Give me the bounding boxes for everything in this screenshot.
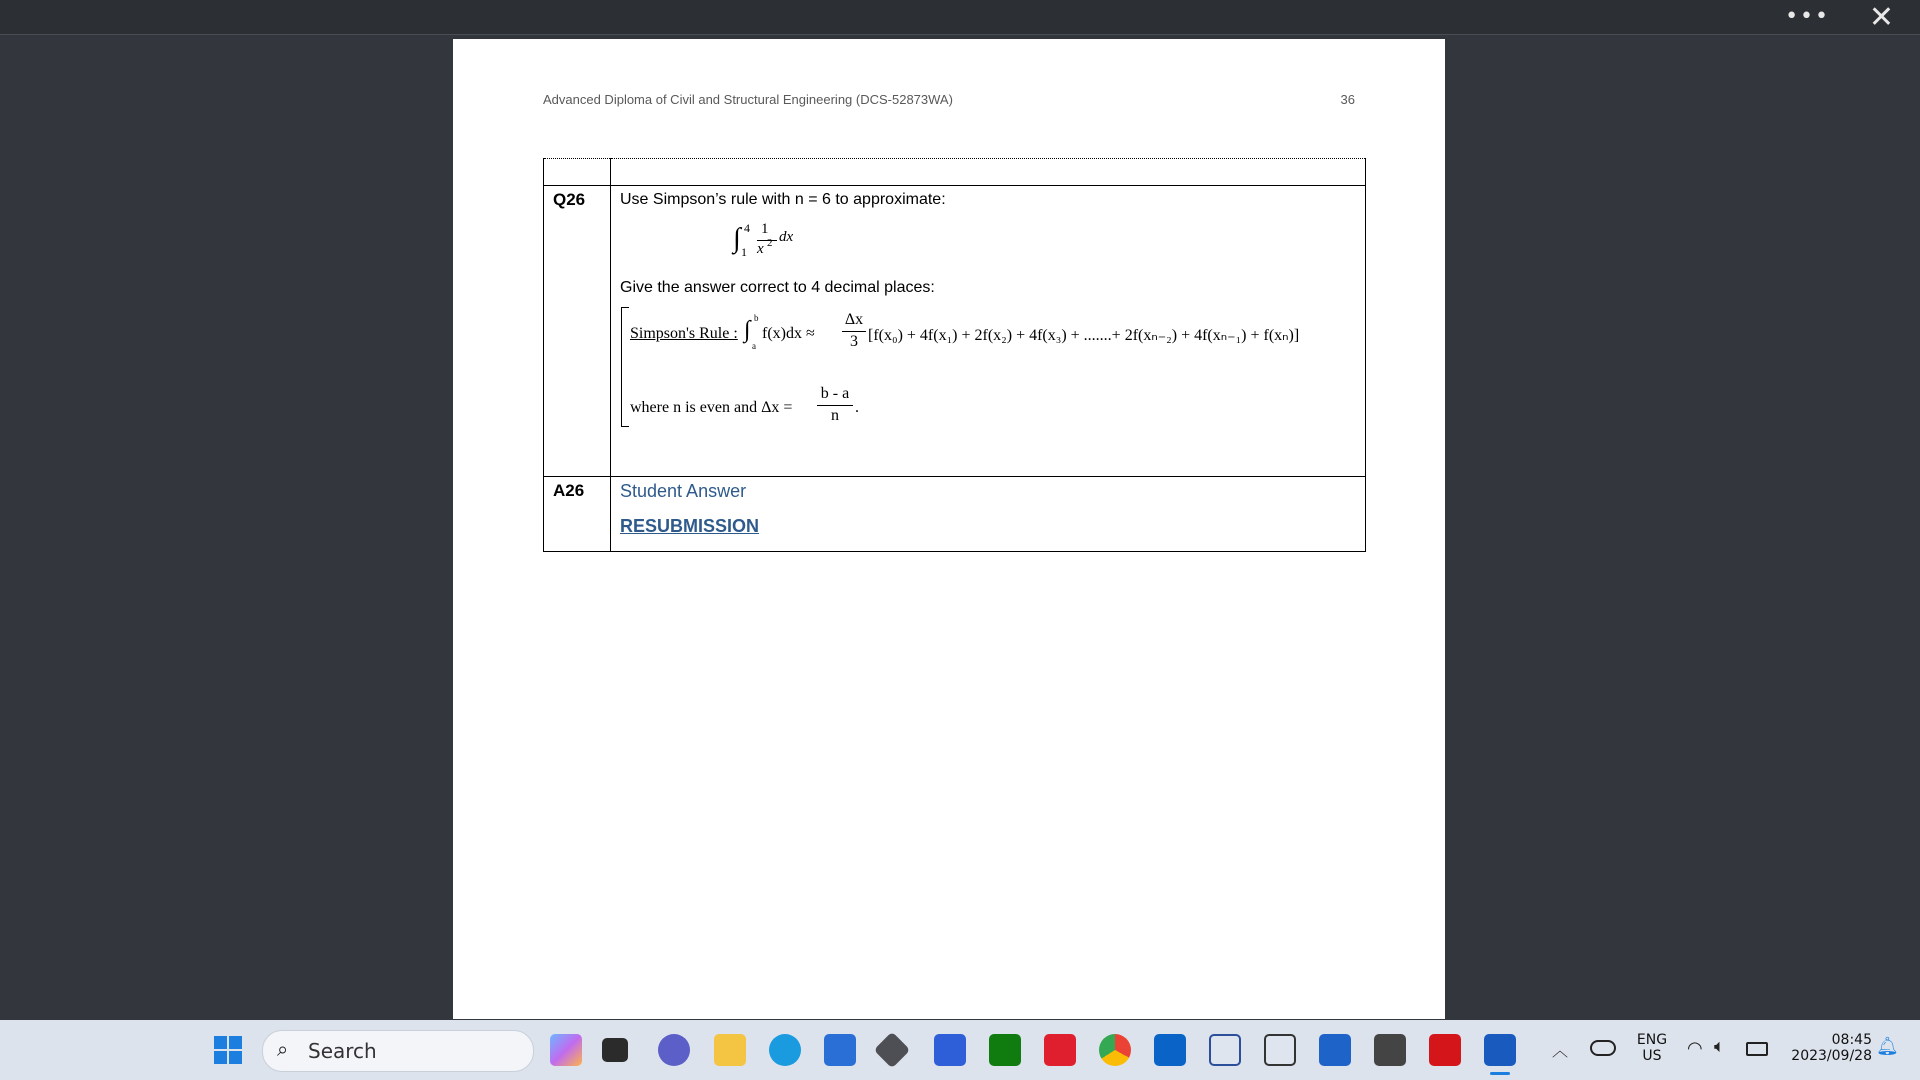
student-answer-text[interactable]: Student Answer — [620, 481, 747, 501]
rule-frac-num: Δx — [844, 311, 864, 328]
integral-expression — [611, 209, 1365, 279]
chrome-icon[interactable] — [1099, 1034, 1131, 1066]
language-indicator[interactable]: ENG US — [1636, 1032, 1668, 1064]
outlook-icon[interactable] — [1154, 1034, 1186, 1066]
integral-sign: ∫ — [733, 223, 741, 254]
onedrive-icon[interactable] — [1590, 1040, 1616, 1056]
where-frac-den: n — [831, 407, 839, 424]
question-table — [543, 158, 1366, 552]
autocad-icon[interactable] — [1044, 1034, 1076, 1066]
question-label: Q26 — [553, 190, 586, 209]
xbox-icon[interactable] — [989, 1034, 1021, 1066]
answer-row — [544, 477, 1366, 552]
rule-upper-b: b — [754, 313, 759, 323]
close-button[interactable]: ✕ — [1868, 0, 1894, 35]
edge-browser-icon[interactable] — [769, 1034, 801, 1066]
document-header-title: Advanced Diploma of Civil and Structural Engineering (DCS-52873WA) — [543, 92, 953, 107]
battery-icon[interactable] — [1746, 1042, 1768, 1056]
page-number: 36 — [1340, 92, 1355, 107]
rule-frac-den: 3 — [850, 333, 858, 350]
document-page — [453, 39, 1445, 1019]
rule-frac-bar — [842, 331, 866, 332]
word-icon[interactable] — [1484, 1034, 1516, 1066]
rule-integral-sign: ∫ — [744, 317, 751, 343]
integrand-exponent: 2 — [767, 237, 773, 249]
simpson-rule-box — [621, 307, 1365, 427]
copilot-preview-icon[interactable] — [550, 1034, 582, 1066]
rule-terms: [f(x₀) + 4f(x₁) + 2f(x₂) + 4f(x₃) + .......+ 2f(xₙ₋₂) + 4f(xₙ₋₁) + f(xₙ)] — [868, 327, 1300, 344]
integral-upper-limit: 4 — [744, 221, 750, 235]
microsoft-store-icon[interactable] — [824, 1034, 856, 1066]
rule-lower-a: a — [752, 341, 756, 351]
chevron-up-icon[interactable]: ︿ — [1552, 1041, 1569, 1060]
rule-integrand: f(x)dx ≈ — [762, 325, 815, 342]
viewer-top-bar — [0, 0, 1920, 35]
where-frac-bar — [817, 405, 853, 406]
file-explorer-icon[interactable] — [714, 1034, 746, 1066]
integrand-numerator: 1 — [761, 221, 769, 237]
integral-lower-limit: 1 — [741, 245, 747, 259]
taskbar — [0, 1020, 1920, 1080]
revit-icon[interactable] — [1319, 1034, 1351, 1066]
more-options-button[interactable]: ••• — [1785, 4, 1830, 29]
task-view-icon[interactable] — [602, 1038, 628, 1062]
resubmission-link[interactable]: RESUBMISSION — [620, 516, 760, 536]
acs-app-icon[interactable] — [1374, 1034, 1406, 1066]
volume-icon[interactable]: 🔈︎ — [1714, 1036, 1725, 1057]
where-text: where n is even and Δx = — [630, 399, 793, 416]
search-icon: ⌕ — [277, 1037, 289, 1061]
table-header-row — [544, 159, 1366, 186]
integrand-denominator: x — [757, 241, 764, 257]
teams-chat-icon[interactable] — [658, 1034, 690, 1066]
structural-app-icon[interactable] — [1264, 1034, 1296, 1066]
where-frac-num: b - a — [820, 385, 850, 402]
search-label: Search — [308, 1039, 377, 1063]
search-box[interactable] — [262, 1030, 534, 1072]
notification-bell-icon[interactable]: 🔔︎ — [1876, 1036, 1899, 1057]
answer-label: A26 — [553, 481, 585, 500]
formit-icon[interactable] — [1209, 1034, 1241, 1066]
question-instruction: Give the answer correct to 4 decimal places: — [620, 279, 935, 296]
clock[interactable]: 08:45 2023/09/28 — [1791, 1032, 1872, 1064]
simpson-rule-label: Simpson's Rule : — [630, 325, 738, 342]
acrobat-icon[interactable] — [1429, 1034, 1461, 1066]
question-prompt: Use Simpson’s rule with n = 6 to approximate: — [620, 191, 946, 208]
start-button[interactable] — [214, 1036, 242, 1064]
3d-app-icon[interactable] — [874, 1032, 911, 1069]
wifi-icon[interactable]: ◠ — [1687, 1038, 1703, 1059]
question-row — [544, 186, 1366, 477]
word-active-indicator — [1490, 1072, 1510, 1075]
where-end: . — [855, 399, 859, 416]
integrand-dx: dx — [779, 229, 794, 245]
autodesk-app-icon[interactable] — [934, 1034, 966, 1066]
